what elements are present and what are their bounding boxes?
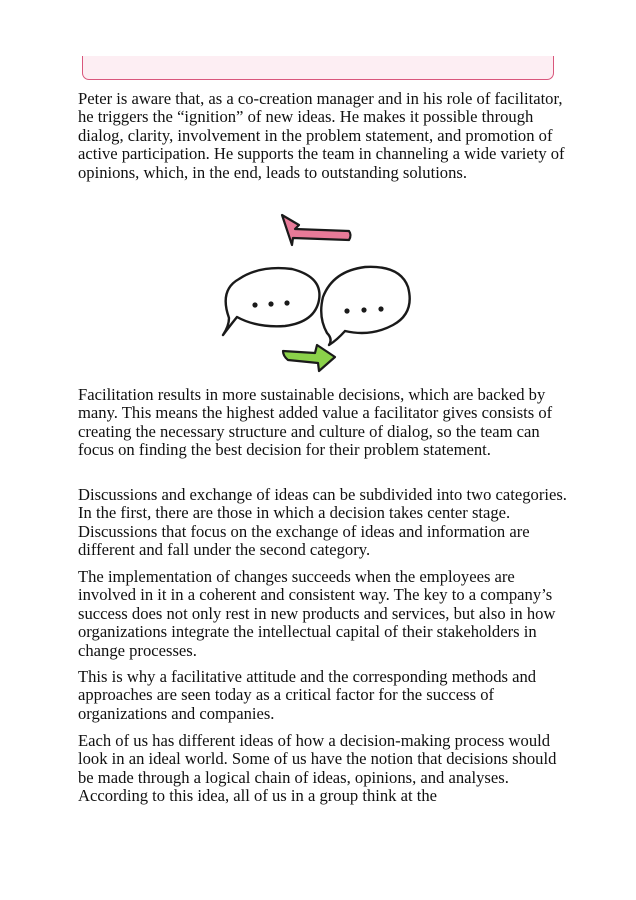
callout-box-bottom-edge [82,56,554,80]
speech-bubble-icon [223,268,319,335]
dialog-illustration [215,205,420,380]
paragraph: Each of us has different ideas of how a decision-making process would look in an ideal world. Some of us have the notion that decisions should be made through a logical chain of ideas, opinions, and analyses. According to this idea, all of us in a group think at the [78,731,557,806]
paragraph: This is why a facilitative attitude and the corresponding methods and approaches are seen today as a critical factor for the success of organizations and companies. [78,667,537,723]
paragraph: Facilitation results in more sustainable decisions, which are backed by many. This means the highest added value a facilitator gives consists of creating the necessary structure and culture of dialog, so the team can focus on finding the best decision for their problem statement. [78,385,553,460]
speech-bubble-icon [321,267,409,345]
paragraph: The implementation of changes succeeds when the employees are involved in it in a coherent and consistent way. The key to a company’s success does not only rest in new products and services, but also in how organizations integrate the intellectual capital of their stakeholders in change processes. [78,567,556,660]
paragraph: Peter is aware that, as a co-creation manager and in his role of facilitator, he triggers the “ignition” of new ideas. He makes it possible through dialog, clarity, involvement in the problem statement, and promotion of active participation. He supports the team in channeling a wide variety of opinions, which, in the end, leads to outstanding solutions. [78,89,565,182]
paragraph: Discussions and exchange of ideas can be subdivided into two categories. In the first, there are those in which a decision takes center stage. Discussions that focus on the exchange of ideas and information are different and fall under the second category. [78,485,567,560]
arrow-right-icon [283,345,335,371]
arrow-left-icon [282,215,351,245]
